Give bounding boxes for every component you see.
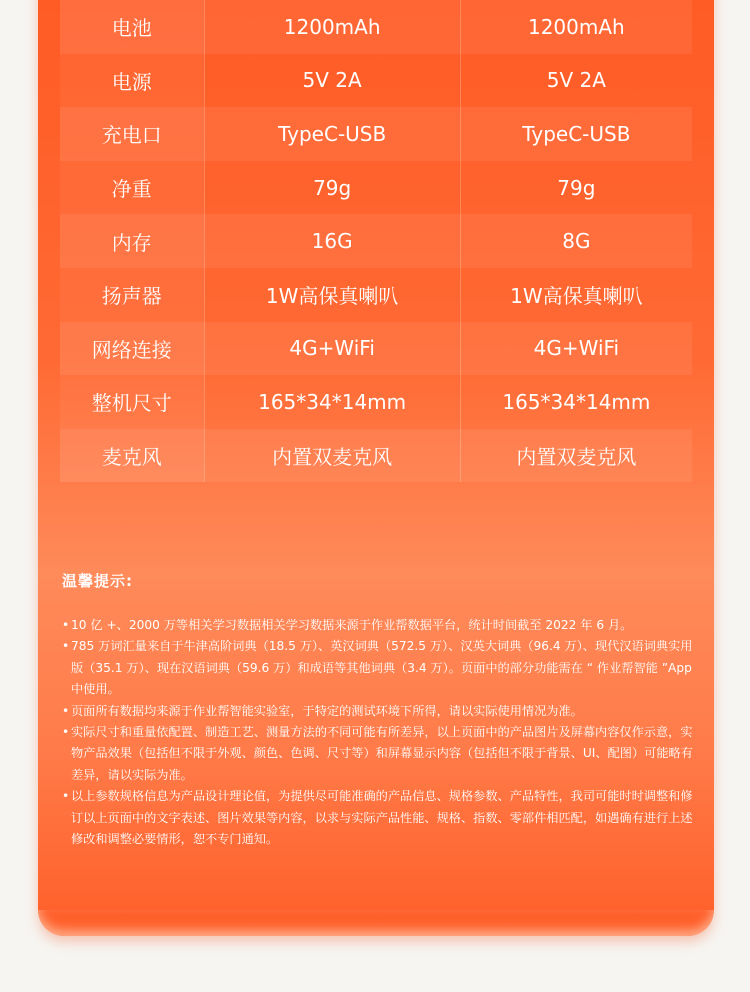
spec-value-b: 79g bbox=[460, 161, 692, 215]
spec-row-weight bbox=[60, 161, 692, 215]
tip-item bbox=[62, 786, 698, 850]
spec-value-b: 内置双麦克风 bbox=[460, 429, 692, 483]
spec-row-memory bbox=[60, 214, 692, 268]
spec-table bbox=[60, 0, 692, 482]
spec-value-b: 1W高保真喇叭 bbox=[460, 268, 692, 322]
spec-label: 内存 bbox=[60, 214, 204, 268]
spec-value-a: 内置双麦克风 bbox=[204, 429, 460, 483]
tip-text: 页面所有数据均来源于作业帮智能实验室，于特定的测试环境下所得，请以实际使用情况为准。 bbox=[71, 703, 583, 718]
bullet-icon: • bbox=[62, 725, 70, 740]
spec-value-a: 79g bbox=[204, 161, 460, 215]
spec-value-a: 165*34*14mm bbox=[204, 375, 460, 429]
spec-value-a: 4G+WiFi bbox=[204, 322, 460, 376]
spec-label: 电源 bbox=[60, 54, 204, 108]
spec-row-dimensions bbox=[60, 375, 692, 429]
spec-value-a: 1200mAh bbox=[204, 0, 460, 54]
spec-value-b: 8G bbox=[460, 214, 692, 268]
spec-label: 网络连接 bbox=[60, 322, 204, 376]
tips-title: 温馨提示: bbox=[62, 572, 133, 590]
spec-value-a: TypeC-USB bbox=[204, 107, 460, 161]
spec-row-battery bbox=[60, 0, 692, 54]
spec-card bbox=[38, 0, 714, 936]
spec-value-a: 16G bbox=[204, 214, 460, 268]
tip-item bbox=[62, 701, 698, 722]
spec-label: 净重 bbox=[60, 161, 204, 215]
spec-value-b: 4G+WiFi bbox=[460, 322, 692, 376]
tip-text: 实际尺寸和重量依配置、制造工艺、测量方法的不同可能有所差异，以上页面中的产品图片及屏幕内容仅作示意，实物产品效果（包括但不限于外观、颜色、色调、尺寸等）和屏幕显示内容（包括但不限于背景、UI、配图）可能略有差异，请以实际为准。 bbox=[71, 725, 693, 782]
spec-label: 麦克风 bbox=[60, 429, 204, 483]
tip-item bbox=[62, 636, 698, 700]
bullet-icon: • bbox=[62, 639, 70, 654]
tip-item bbox=[62, 722, 698, 786]
spec-label: 电池 bbox=[60, 0, 204, 54]
spec-label: 扬声器 bbox=[60, 268, 204, 322]
tip-text: 785 万词汇量来自于牛津高阶词典（18.5 万）、英汉词典（572.5 万）、汉英大词典（96.4 万）、现代汉语词典实用版（35.1 万）、现在汉语词典（59.6 万）和成语等其他词典（3.4 万）。页面中的部分功能需在 “ 作业帮智能 ”App 中使用。 bbox=[71, 639, 693, 697]
spec-row-power bbox=[60, 54, 692, 108]
spec-value-a: 1W高保真喇叭 bbox=[204, 268, 460, 322]
spec-row-microphone bbox=[60, 429, 692, 483]
spec-row-charging-port bbox=[60, 107, 692, 161]
spec-value-b: 165*34*14mm bbox=[460, 375, 692, 429]
tip-item bbox=[62, 615, 698, 636]
bullet-icon: • bbox=[62, 703, 70, 718]
spec-row-network bbox=[60, 322, 692, 376]
spec-row-speaker bbox=[60, 268, 692, 322]
spec-label: 整机尺寸 bbox=[60, 375, 204, 429]
spec-value-b: 1200mAh bbox=[460, 0, 692, 54]
bullet-icon: • bbox=[62, 789, 70, 804]
spec-label: 充电口 bbox=[60, 107, 204, 161]
spec-value-a: 5V 2A bbox=[204, 54, 460, 108]
tips-section bbox=[62, 570, 698, 850]
spec-value-b: TypeC-USB bbox=[460, 107, 692, 161]
spec-value-b: 5V 2A bbox=[460, 54, 692, 108]
bullet-icon: • bbox=[62, 618, 70, 632]
tip-text: 以上参数规格信息为产品设计理论值，为提供尽可能准确的产品信息、规格参数、产品特性，我司可能时时调整和修订以上页面中的文字表述、图片效果等内容，以求与实际产品性能、规格、指数、零部件相匹配，如遇确有进行上述修改和调整必要情形，恕不专门通知。 bbox=[71, 789, 693, 847]
tip-text: 10 亿 +、2000 万等相关学习数据相关学习数据来源于作业帮数据平台，统计时间截至 2022 年 6 月。 bbox=[71, 618, 633, 632]
